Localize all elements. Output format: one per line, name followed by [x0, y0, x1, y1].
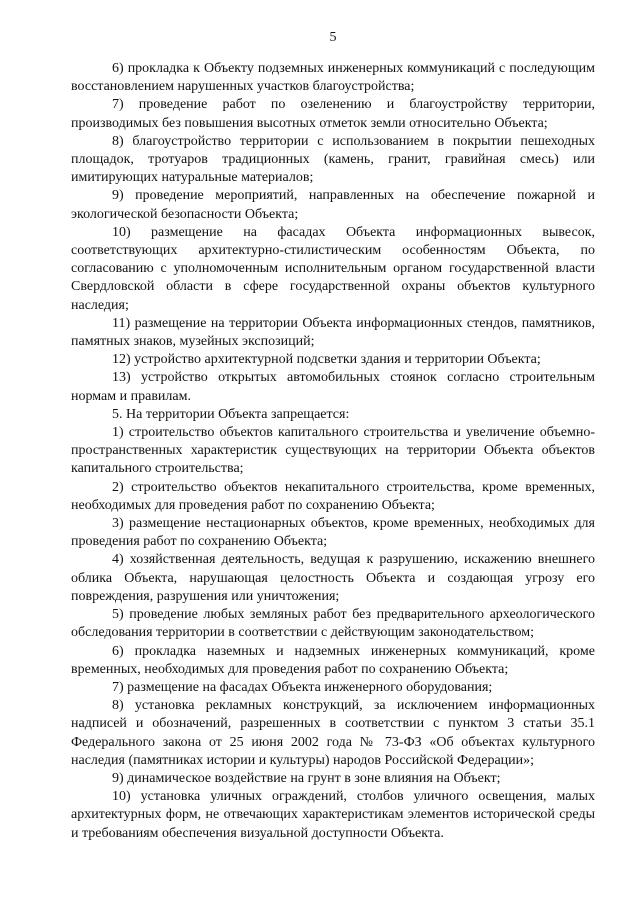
paragraph-allowed-12: 12) устройство архитектурной подсветки здания и территории Объекта;	[112, 352, 541, 368]
paragraph-prohibited-5: 5) проведение любых земляных работ без предварительного археологического обследования территории в соответствии с действующим законодательством;	[71, 607, 595, 641]
paragraph-prohibited-10: 10) установка уличных ограждений, столбов уличного освещения, малых архитектурных форм, не отвечающих характеристикам элементов исторической среды и требованиям обеспечения визуальной доступности Объекта.	[71, 789, 595, 841]
paragraph-allowed-11: 11) размещение на территории Объекта информационных стендов, памятников, памятных знаков, музейных экспозиций;	[71, 315, 595, 350]
paragraph-prohibited-1: 1) строительство объектов капитального строительства и увеличение объемно-пространственных характеристик существующих на территории Объекта объектов капитального строительства;	[71, 425, 595, 477]
paragraph-allowed-6: 6) прокладка к Объекту подземных инженерных коммуникаций с последующим восстановлением нарушенных участков благоустройства;	[71, 61, 595, 95]
paragraph-prohibited-8: 8) установка рекламных конструкций, за исключением информационных надписей и обозначений, разрешенных в соответствии с пунктом 3 статьи 35.1 Федерального закона от 25 июня 2002 года № 73-ФЗ «Об объектах культурного наследия (памятниках истории и культуры) народов Российской Федерации»;	[71, 698, 595, 768]
paragraph-prohibited-7: 7) размещение на фасадах Объекта инженерного оборудования;	[112, 679, 493, 695]
paragraph-prohibited-4: 4) хозяйственная деятельность, ведущая к разрушению, искажению внешнего облика Объекта, нарушающая целостность Объекта и создающая угрозу его повреждения, разрушения или уничтожения;	[71, 552, 595, 604]
paragraph-allowed-9: 9) проведение мероприятий, направленных на обеспечение пожарной и экологической безопасности Объекта;	[71, 188, 595, 222]
paragraph-prohibited-3: 3) размещение нестационарных объектов, кроме временных, необходимых для проведения работ по сохранению Объекта;	[71, 516, 595, 550]
paragraph-prohibited-6: 6) прокладка наземных и надземных инженерных коммуникаций, кроме временных, необходимых для проведения работ по сохранению Объекта;	[71, 643, 595, 677]
document-body	[71, 60, 595, 843]
paragraph-prohibited-2: 2) строительство объектов некапитального строительства, кроме временных, необходимых для проведения работ по сохранению Объекта;	[71, 479, 595, 513]
section-5-heading: 5. На территории Объекта запрещается:	[112, 406, 350, 422]
paragraph-allowed-8: 8) благоустройство территории с использованием в покрытии пешеходных площадок, тротуаров традиционных (камень, гранит, гравийная смесь) или имитирующих натуральные материалов;	[71, 133, 595, 186]
page-number: 5	[329, 30, 337, 45]
paragraph-allowed-13: 13) устройство открытых автомобильных стоянок согласно строительным нормам и правилам.	[71, 370, 595, 404]
paragraph-prohibited-9: 9) динамическое воздействие на грунт в зоне влияния на Объект;	[112, 770, 501, 786]
paragraph-allowed-7: 7) проведение работ по озеленению и благоустройству территории, производимых без повышения высотных отметок земли относительно Объекта;	[71, 97, 595, 131]
paragraph-allowed-10: 10) размещение на фасадах Объекта информационных вывесок, соответствующих архитектурно-стилистическим особенностям Объекта, по согласованию с уполномоченным исполнительным органом государственной власти Свердловской области в сфере государственной охраны объектов культурного наследия;	[71, 224, 595, 313]
